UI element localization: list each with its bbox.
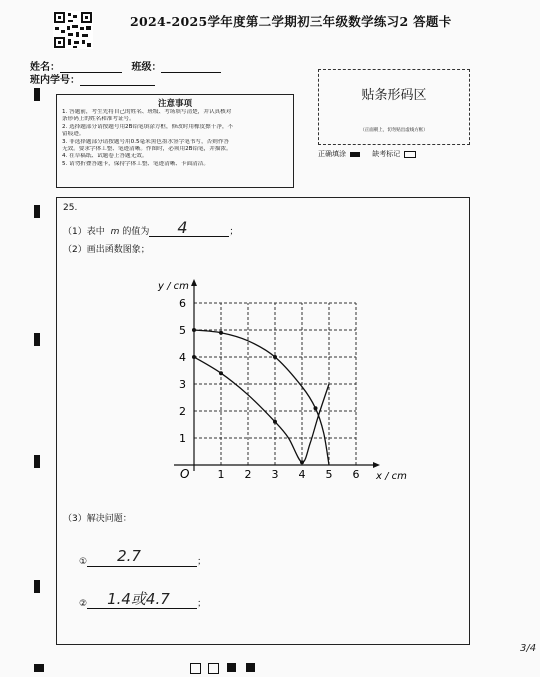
- timing-mark: [34, 333, 40, 346]
- answer2-end: ；: [197, 599, 207, 609]
- y-tick-label: 6: [179, 297, 186, 310]
- barcode-title: 贴条形码区: [361, 88, 427, 103]
- page-title: 2024-2025学年度第二学期初三年级数学练习2 答题卡: [130, 14, 452, 29]
- seat-row: [30, 71, 155, 86]
- notice-title: 注意事项: [157, 99, 192, 109]
- x-tick-label: 1: [217, 468, 225, 481]
- seat-label: 班内学号：: [30, 75, 80, 86]
- notice-box: [56, 94, 294, 188]
- answer1-row: [79, 547, 207, 567]
- notice-line: 5. 请勿折叠答题卡，保持字体工整、笔迹清晰、卡面清洁。: [62, 160, 209, 167]
- series-line: [194, 357, 329, 462]
- y-axis-arrow: [191, 279, 197, 286]
- timing-mark: [34, 580, 40, 593]
- part1-prefix: （1）表中: [63, 227, 105, 237]
- y-tick-label: 1: [179, 432, 186, 445]
- part1-var: m: [110, 227, 120, 237]
- data-point: [273, 355, 277, 359]
- data-point: [192, 328, 196, 332]
- seat-field[interactable]: [80, 75, 155, 86]
- notice-line: 无效。要求字体工整、笔迹清晰。作图时，必须用2B铅笔，并描浓。: [62, 146, 232, 153]
- x-tick-label: 5: [325, 468, 333, 481]
- timing-mark: [34, 88, 40, 101]
- qr-code: [53, 11, 93, 49]
- absent-checkbox[interactable]: [404, 151, 416, 158]
- timing-mark: [34, 455, 40, 468]
- series-line: [194, 330, 329, 465]
- answer2-line: [87, 590, 197, 609]
- answer1-text: 2.7: [117, 547, 141, 565]
- part2-label: （2）画出函数图象；: [63, 245, 150, 255]
- answer1-circle: ①: [79, 557, 88, 567]
- class-label: 班级：: [131, 62, 162, 73]
- barcode-area: [318, 69, 470, 145]
- x-axis-arrow: [373, 462, 380, 468]
- x-axis-label: x / cm: [376, 471, 407, 482]
- y-tick-label: 4: [179, 351, 186, 364]
- class-field[interactable]: [161, 62, 221, 73]
- answer2-text: 1.4或4.7: [107, 590, 170, 608]
- notice-line: 留痕迹。: [62, 131, 85, 138]
- notice-line: 3. 非选择题部分请按题号用0.5毫米黑色墨水签字笔书写，否则作答: [62, 138, 230, 145]
- barcode-note: （正面朝上，切勿贴出虚线方框）: [360, 128, 428, 133]
- y-tick-label: 2: [179, 405, 186, 418]
- chart-series: [192, 328, 329, 465]
- part1-answer-line: [149, 218, 229, 237]
- x-tick-label: 4: [298, 468, 306, 481]
- part1-answer: 4: [177, 218, 188, 237]
- data-point: [192, 355, 196, 359]
- y-tick-label: 3: [179, 378, 186, 391]
- answer1-line: [87, 547, 197, 567]
- part1-suffix: 的值为: [122, 227, 150, 237]
- function-graph: [150, 265, 410, 490]
- notice-line: 4. 在草稿纸、试题卷上答题无效。: [62, 153, 148, 160]
- notice-line: 1. 答题前，考生先将自己的姓名、班级、考场填写清楚，并认真核对: [62, 109, 232, 115]
- part3-label: （3）解决问题：: [63, 514, 132, 524]
- x-tick-label: 6: [352, 468, 360, 481]
- answer1-end: ；: [197, 557, 207, 567]
- page-code-box: [227, 663, 236, 672]
- data-point: [314, 406, 318, 410]
- data-point: [219, 371, 223, 375]
- correct-fill-label: 正确填涂: [318, 150, 346, 158]
- x-tick-label: 3: [271, 468, 279, 481]
- page-code-box: [208, 663, 219, 674]
- chart-axes: [174, 279, 380, 471]
- part1-row: [63, 218, 239, 237]
- part1-end: ；: [229, 227, 239, 237]
- notice-line: 条形码上的姓名和准考证号。: [62, 116, 135, 123]
- page-number: 3/4: [520, 643, 537, 654]
- answer2-row: [79, 590, 207, 609]
- y-axis-label: y / cm: [158, 281, 189, 292]
- timing-mark: [34, 205, 40, 218]
- origin-label: O: [180, 467, 190, 481]
- question-number: 25.: [63, 203, 78, 213]
- page-code-box: [246, 663, 255, 672]
- name-label: 姓名：: [30, 62, 60, 73]
- chart-grid: [194, 303, 356, 465]
- absent-label: 缺考标记: [372, 150, 401, 158]
- y-tick-label: 5: [179, 324, 186, 337]
- filled-swatch: [350, 152, 360, 157]
- data-point: [300, 460, 304, 464]
- fill-legend: [318, 149, 420, 159]
- data-point: [273, 420, 277, 424]
- timing-mark: [34, 664, 44, 672]
- page-code-box: [190, 663, 201, 674]
- answer2-circle: ②: [79, 599, 88, 609]
- data-point: [219, 331, 223, 335]
- x-tick-label: 2: [244, 468, 252, 481]
- notice-line: 2. 选择题部分请按题号用2B铅笔填涂方框，修改时用橡皮擦干净，不: [62, 123, 234, 130]
